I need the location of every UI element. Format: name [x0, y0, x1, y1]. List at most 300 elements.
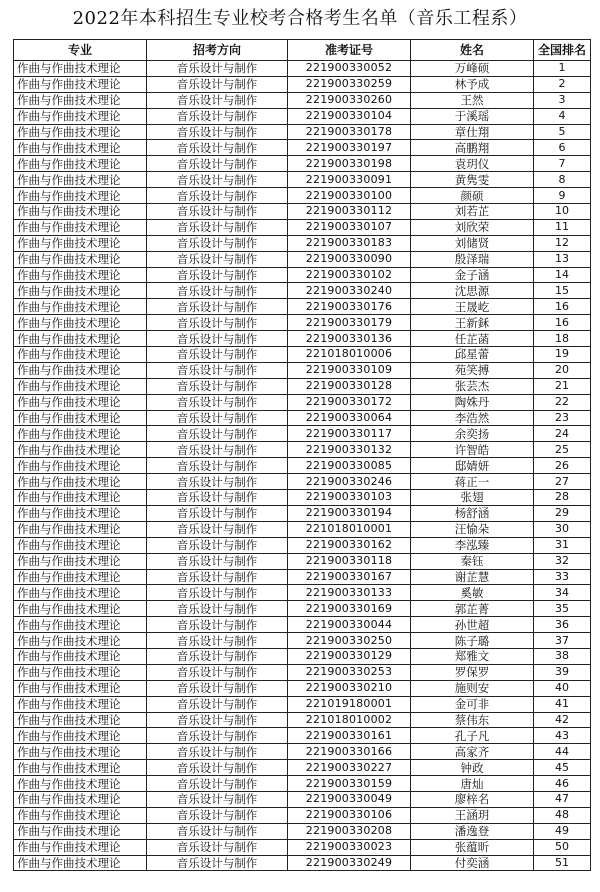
table-row	[14, 537, 591, 553]
cell-direction: 音乐设计与制作	[147, 648, 288, 664]
cell-name: 万峰硕	[411, 61, 534, 77]
cell-ticket-number: 221900330194	[288, 505, 411, 521]
cell-name: 潘逸登	[411, 823, 534, 839]
cell-ticket-number: 221900330103	[288, 490, 411, 506]
cell-ticket-number: 221900330169	[288, 601, 411, 617]
cell-ticket-number: 221900330128	[288, 378, 411, 394]
table-row	[14, 664, 591, 680]
cell-rank: 5	[534, 124, 591, 140]
table-row	[14, 648, 591, 664]
cell-rank: 39	[534, 664, 591, 680]
cell-ticket-number: 221900330133	[288, 585, 411, 601]
cell-direction: 音乐设计与制作	[147, 188, 288, 204]
cell-rank: 7	[534, 156, 591, 172]
cell-rank: 22	[534, 394, 591, 410]
cell-name: 余奕扬	[411, 426, 534, 442]
cell-major: 作曲与作曲技术理论	[14, 744, 147, 760]
cell-rank: 29	[534, 505, 591, 521]
cell-rank: 18	[534, 331, 591, 347]
cell-rank: 43	[534, 728, 591, 744]
cell-major: 作曲与作曲技术理论	[14, 585, 147, 601]
table-row	[14, 92, 591, 108]
cell-rank: 37	[534, 633, 591, 649]
cell-name: 章仕翔	[411, 124, 534, 140]
cell-direction: 音乐设计与制作	[147, 633, 288, 649]
cell-name: 殷泽瑞	[411, 251, 534, 267]
cell-major: 作曲与作曲技术理论	[14, 108, 147, 124]
cell-ticket-number: 221900330109	[288, 362, 411, 378]
table-row	[14, 823, 591, 839]
cell-major: 作曲与作曲技术理论	[14, 696, 147, 712]
cell-major: 作曲与作曲技术理论	[14, 140, 147, 156]
cell-direction: 音乐设计与制作	[147, 76, 288, 92]
table-row	[14, 521, 591, 537]
cell-direction: 音乐设计与制作	[147, 601, 288, 617]
cell-name: 陶姝丹	[411, 394, 534, 410]
cell-name: 林予成	[411, 76, 534, 92]
cell-name: 廖梓名	[411, 791, 534, 807]
cell-ticket-number: 221900330104	[288, 108, 411, 124]
cell-rank: 34	[534, 585, 591, 601]
cell-ticket-number: 221900330260	[288, 92, 411, 108]
cell-name: 刘欣荣	[411, 219, 534, 235]
table-row	[14, 474, 591, 490]
cell-name: 金子涵	[411, 267, 534, 283]
cell-direction: 音乐设计与制作	[147, 553, 288, 569]
cell-rank: 48	[534, 807, 591, 823]
cell-name: 王新鉌	[411, 315, 534, 331]
cell-name: 王然	[411, 92, 534, 108]
cell-ticket-number: 221900330249	[288, 855, 411, 871]
cell-name: 王晟屹	[411, 299, 534, 315]
cell-name: 李浩然	[411, 410, 534, 426]
cell-name: 钟政	[411, 760, 534, 776]
table-row	[14, 680, 591, 696]
cell-rank: 36	[534, 617, 591, 633]
cell-direction: 音乐设计与制作	[147, 235, 288, 251]
cell-rank: 4	[534, 108, 591, 124]
table-header	[14, 40, 591, 61]
cell-rank: 14	[534, 267, 591, 283]
table-row	[14, 569, 591, 585]
cell-ticket-number: 221900330112	[288, 204, 411, 220]
cell-direction: 音乐设计与制作	[147, 108, 288, 124]
cell-direction: 音乐设计与制作	[147, 315, 288, 331]
cell-name: 谢芷慧	[411, 569, 534, 585]
cell-major: 作曲与作曲技术理论	[14, 680, 147, 696]
cell-name: 杨舒涵	[411, 505, 534, 521]
cell-direction: 音乐设计与制作	[147, 712, 288, 728]
cell-major: 作曲与作曲技术理论	[14, 760, 147, 776]
cell-major: 作曲与作曲技术理论	[14, 664, 147, 680]
cell-major: 作曲与作曲技术理论	[14, 267, 147, 283]
cell-ticket-number: 221900330132	[288, 442, 411, 458]
table-row	[14, 235, 591, 251]
cell-name: 郭芷菁	[411, 601, 534, 617]
cell-ticket-number: 221900330167	[288, 569, 411, 585]
cell-ticket-number: 221900330240	[288, 283, 411, 299]
cell-name: 付奕涵	[411, 855, 534, 871]
table-row	[14, 124, 591, 140]
table-row	[14, 490, 591, 506]
cell-ticket-number: 221900330136	[288, 331, 411, 347]
cell-ticket-number: 221900330129	[288, 648, 411, 664]
cell-major: 作曲与作曲技术理论	[14, 219, 147, 235]
cell-major: 作曲与作曲技术理论	[14, 474, 147, 490]
table-row	[14, 696, 591, 712]
header-row	[14, 40, 591, 61]
table-row	[14, 299, 591, 315]
cell-direction: 音乐设计与制作	[147, 124, 288, 140]
cell-ticket-number: 221900330253	[288, 664, 411, 680]
cell-rank: 12	[534, 235, 591, 251]
cell-major: 作曲与作曲技术理论	[14, 347, 147, 363]
cell-direction: 音乐设计与制作	[147, 299, 288, 315]
cell-ticket-number: 221018010001	[288, 521, 411, 537]
table-row	[14, 331, 591, 347]
cell-name: 唐灿	[411, 776, 534, 792]
cell-major: 作曲与作曲技术理论	[14, 823, 147, 839]
cell-ticket-number: 221900330178	[288, 124, 411, 140]
header-rank: 全国排名	[534, 40, 591, 61]
cell-rank: 33	[534, 569, 591, 585]
cell-ticket-number: 221900330049	[288, 791, 411, 807]
table-row	[14, 791, 591, 807]
cell-rank: 16	[534, 299, 591, 315]
table-row	[14, 553, 591, 569]
cell-name: 金可非	[411, 696, 534, 712]
cell-rank: 24	[534, 426, 591, 442]
cell-rank: 20	[534, 362, 591, 378]
cell-name: 高鹏翔	[411, 140, 534, 156]
cell-ticket-number: 221900330118	[288, 553, 411, 569]
cell-major: 作曲与作曲技术理论	[14, 315, 147, 331]
cell-major: 作曲与作曲技术理论	[14, 537, 147, 553]
cell-direction: 音乐设计与制作	[147, 140, 288, 156]
cell-name: 陈子璐	[411, 633, 534, 649]
cell-rank: 25	[534, 442, 591, 458]
cell-ticket-number: 221018010002	[288, 712, 411, 728]
cell-rank: 8	[534, 172, 591, 188]
table-row	[14, 601, 591, 617]
cell-rank: 44	[534, 744, 591, 760]
cell-rank: 31	[534, 537, 591, 553]
cell-major: 作曲与作曲技术理论	[14, 807, 147, 823]
cell-major: 作曲与作曲技术理论	[14, 442, 147, 458]
cell-rank: 35	[534, 601, 591, 617]
cell-major: 作曲与作曲技术理论	[14, 505, 147, 521]
cell-ticket-number: 221019180001	[288, 696, 411, 712]
cell-major: 作曲与作曲技术理论	[14, 394, 147, 410]
cell-name: 奚敏	[411, 585, 534, 601]
cell-major: 作曲与作曲技术理论	[14, 617, 147, 633]
header-ticket-number: 准考证号	[288, 40, 411, 61]
cell-ticket-number: 221900330102	[288, 267, 411, 283]
cell-ticket-number: 221900330246	[288, 474, 411, 490]
cell-name: 邸婧妍	[411, 458, 534, 474]
cell-rank: 21	[534, 378, 591, 394]
cell-major: 作曲与作曲技术理论	[14, 839, 147, 855]
results-table-container	[13, 39, 590, 871]
table-row	[14, 712, 591, 728]
table-row	[14, 744, 591, 760]
cell-name: 秦钰	[411, 553, 534, 569]
table-body	[14, 61, 591, 871]
cell-rank: 10	[534, 204, 591, 220]
cell-ticket-number: 221900330179	[288, 315, 411, 331]
cell-direction: 音乐设计与制作	[147, 490, 288, 506]
cell-direction: 音乐设计与制作	[147, 283, 288, 299]
cell-major: 作曲与作曲技术理论	[14, 378, 147, 394]
cell-major: 作曲与作曲技术理论	[14, 855, 147, 871]
cell-name: 孙世超	[411, 617, 534, 633]
cell-direction: 音乐设计与制作	[147, 204, 288, 220]
cell-ticket-number: 221900330100	[288, 188, 411, 204]
cell-rank: 15	[534, 283, 591, 299]
cell-direction: 音乐设计与制作	[147, 474, 288, 490]
page-title: 2022年本科招生专业校考合格考生名单（音乐工程系）	[72, 8, 528, 29]
cell-direction: 音乐设计与制作	[147, 378, 288, 394]
cell-ticket-number: 221900330208	[288, 823, 411, 839]
cell-major: 作曲与作曲技术理论	[14, 712, 147, 728]
cell-name: 许智皓	[411, 442, 534, 458]
cell-major: 作曲与作曲技术理论	[14, 61, 147, 77]
cell-rank: 47	[534, 791, 591, 807]
cell-rank: 30	[534, 521, 591, 537]
cell-major: 作曲与作曲技术理论	[14, 601, 147, 617]
cell-rank: 6	[534, 140, 591, 156]
cell-direction: 音乐设计与制作	[147, 505, 288, 521]
cell-direction: 音乐设计与制作	[147, 696, 288, 712]
cell-direction: 音乐设计与制作	[147, 426, 288, 442]
cell-direction: 音乐设计与制作	[147, 728, 288, 744]
cell-name: 黄隽雯	[411, 172, 534, 188]
cell-major: 作曲与作曲技术理论	[14, 235, 147, 251]
cell-name: 颜硕	[411, 188, 534, 204]
table-row	[14, 283, 591, 299]
cell-rank: 2	[534, 76, 591, 92]
cell-ticket-number: 221900330106	[288, 807, 411, 823]
cell-major: 作曲与作曲技术理论	[14, 251, 147, 267]
cell-direction: 音乐设计与制作	[147, 442, 288, 458]
header-major: 专业	[14, 40, 147, 61]
table-row	[14, 760, 591, 776]
table-row	[14, 505, 591, 521]
cell-ticket-number: 221900330259	[288, 76, 411, 92]
cell-major: 作曲与作曲技术理论	[14, 156, 147, 172]
cell-direction: 音乐设计与制作	[147, 680, 288, 696]
cell-ticket-number: 221900330091	[288, 172, 411, 188]
cell-name: 高家齐	[411, 744, 534, 760]
cell-name: 沈思源	[411, 283, 534, 299]
table-row	[14, 410, 591, 426]
table-row	[14, 347, 591, 363]
table-row	[14, 219, 591, 235]
cell-ticket-number: 221018010006	[288, 347, 411, 363]
cell-name: 苑笑搏	[411, 362, 534, 378]
cell-name: 罗保罗	[411, 664, 534, 680]
cell-direction: 音乐设计与制作	[147, 362, 288, 378]
header-direction: 招考方向	[147, 40, 288, 61]
table-row	[14, 188, 591, 204]
cell-major: 作曲与作曲技术理论	[14, 490, 147, 506]
cell-direction: 音乐设计与制作	[147, 92, 288, 108]
table-row	[14, 156, 591, 172]
cell-direction: 音乐设计与制作	[147, 458, 288, 474]
cell-direction: 音乐设计与制作	[147, 537, 288, 553]
cell-ticket-number: 221900330090	[288, 251, 411, 267]
cell-direction: 音乐设计与制作	[147, 823, 288, 839]
cell-name: 张翅	[411, 490, 534, 506]
cell-rank: 32	[534, 553, 591, 569]
cell-direction: 音乐设计与制作	[147, 617, 288, 633]
cell-ticket-number: 221900330159	[288, 776, 411, 792]
cell-major: 作曲与作曲技术理论	[14, 553, 147, 569]
table-row	[14, 204, 591, 220]
cell-ticket-number: 221900330227	[288, 760, 411, 776]
cell-rank: 23	[534, 410, 591, 426]
cell-ticket-number: 221900330210	[288, 680, 411, 696]
cell-name: 邱星蕾	[411, 347, 534, 363]
cell-rank: 45	[534, 760, 591, 776]
cell-major: 作曲与作曲技术理论	[14, 204, 147, 220]
cell-name: 蒋正一	[411, 474, 534, 490]
cell-rank: 50	[534, 839, 591, 855]
cell-name: 李泓臻	[411, 537, 534, 553]
cell-name: 任芷菡	[411, 331, 534, 347]
cell-rank: 46	[534, 776, 591, 792]
header-name: 姓名	[411, 40, 534, 61]
cell-direction: 音乐设计与制作	[147, 776, 288, 792]
cell-ticket-number: 221900330085	[288, 458, 411, 474]
cell-name: 郑雅文	[411, 648, 534, 664]
table-row	[14, 728, 591, 744]
cell-major: 作曲与作曲技术理论	[14, 776, 147, 792]
cell-rank: 11	[534, 219, 591, 235]
cell-major: 作曲与作曲技术理论	[14, 633, 147, 649]
cell-name: 袁玥仪	[411, 156, 534, 172]
cell-rank: 19	[534, 347, 591, 363]
cell-direction: 音乐设计与制作	[147, 331, 288, 347]
table-row	[14, 426, 591, 442]
cell-rank: 1	[534, 61, 591, 77]
cell-major: 作曲与作曲技术理论	[14, 362, 147, 378]
table-row	[14, 251, 591, 267]
cell-ticket-number: 221900330117	[288, 426, 411, 442]
cell-rank: 38	[534, 648, 591, 664]
cell-rank: 49	[534, 823, 591, 839]
cell-major: 作曲与作曲技术理论	[14, 92, 147, 108]
cell-ticket-number: 221900330161	[288, 728, 411, 744]
cell-ticket-number: 221900330198	[288, 156, 411, 172]
cell-rank: 13	[534, 251, 591, 267]
cell-direction: 音乐设计与制作	[147, 61, 288, 77]
cell-ticket-number: 221900330162	[288, 537, 411, 553]
cell-direction: 音乐设计与制作	[147, 569, 288, 585]
cell-major: 作曲与作曲技术理论	[14, 331, 147, 347]
table-row	[14, 839, 591, 855]
cell-ticket-number: 221900330107	[288, 219, 411, 235]
cell-direction: 音乐设计与制作	[147, 855, 288, 871]
table-row	[14, 807, 591, 823]
cell-rank: 42	[534, 712, 591, 728]
cell-name: 刘储贤	[411, 235, 534, 251]
cell-ticket-number: 221900330052	[288, 61, 411, 77]
cell-ticket-number: 221900330044	[288, 617, 411, 633]
table-row	[14, 267, 591, 283]
cell-name: 于溪瑶	[411, 108, 534, 124]
cell-direction: 音乐设计与制作	[147, 156, 288, 172]
cell-direction: 音乐设计与制作	[147, 807, 288, 823]
cell-major: 作曲与作曲技术理论	[14, 299, 147, 315]
cell-major: 作曲与作曲技术理论	[14, 410, 147, 426]
cell-ticket-number: 221900330183	[288, 235, 411, 251]
cell-major: 作曲与作曲技术理论	[14, 426, 147, 442]
table-row	[14, 315, 591, 331]
cell-major: 作曲与作曲技术理论	[14, 188, 147, 204]
table-row	[14, 617, 591, 633]
cell-ticket-number: 221900330172	[288, 394, 411, 410]
cell-major: 作曲与作曲技术理论	[14, 172, 147, 188]
cell-rank: 27	[534, 474, 591, 490]
cell-major: 作曲与作曲技术理论	[14, 648, 147, 664]
cell-direction: 音乐设计与制作	[147, 585, 288, 601]
cell-rank: 40	[534, 680, 591, 696]
table-row	[14, 585, 591, 601]
results-table	[13, 39, 591, 871]
cell-rank: 26	[534, 458, 591, 474]
table-row	[14, 442, 591, 458]
cell-direction: 音乐设计与制作	[147, 744, 288, 760]
cell-rank: 9	[534, 188, 591, 204]
table-row	[14, 633, 591, 649]
cell-direction: 音乐设计与制作	[147, 172, 288, 188]
cell-major: 作曲与作曲技术理论	[14, 124, 147, 140]
table-row	[14, 76, 591, 92]
cell-major: 作曲与作曲技术理论	[14, 521, 147, 537]
cell-name: 张芸杰	[411, 378, 534, 394]
cell-direction: 音乐设计与制作	[147, 521, 288, 537]
table-row	[14, 776, 591, 792]
cell-direction: 音乐设计与制作	[147, 839, 288, 855]
cell-major: 作曲与作曲技术理论	[14, 569, 147, 585]
cell-major: 作曲与作曲技术理论	[14, 458, 147, 474]
table-row	[14, 172, 591, 188]
cell-direction: 音乐设计与制作	[147, 267, 288, 283]
table-row	[14, 140, 591, 156]
table-row	[14, 362, 591, 378]
cell-direction: 音乐设计与制作	[147, 347, 288, 363]
cell-name: 施则安	[411, 680, 534, 696]
table-row	[14, 61, 591, 77]
cell-direction: 音乐设计与制作	[147, 219, 288, 235]
cell-rank: 16	[534, 315, 591, 331]
cell-major: 作曲与作曲技术理论	[14, 791, 147, 807]
cell-major: 作曲与作曲技术理论	[14, 283, 147, 299]
cell-ticket-number: 221900330064	[288, 410, 411, 426]
cell-rank: 41	[534, 696, 591, 712]
cell-direction: 音乐设计与制作	[147, 791, 288, 807]
cell-ticket-number: 221900330250	[288, 633, 411, 649]
cell-name: 刘若芷	[411, 204, 534, 220]
table-row	[14, 378, 591, 394]
cell-major: 作曲与作曲技术理论	[14, 728, 147, 744]
cell-major: 作曲与作曲技术理论	[14, 76, 147, 92]
table-row	[14, 855, 591, 871]
cell-ticket-number: 221900330197	[288, 140, 411, 156]
cell-rank: 3	[534, 92, 591, 108]
cell-rank: 51	[534, 855, 591, 871]
